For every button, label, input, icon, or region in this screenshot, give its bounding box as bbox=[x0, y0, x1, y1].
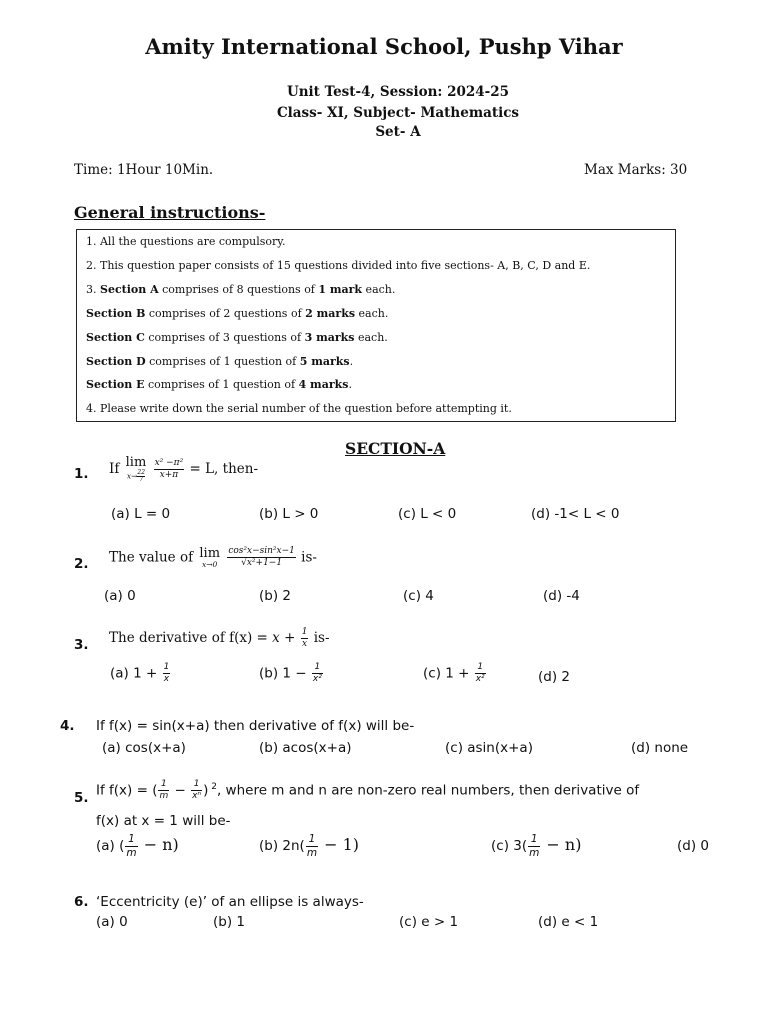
question-number: 4. bbox=[60, 718, 75, 734]
option-a: (a) 1 + $\frac{1}{x}$ bbox=[110, 662, 170, 684]
school-name: Amity International School, Pushp Vihar bbox=[145, 34, 623, 59]
option-a: (a) 0 bbox=[96, 914, 128, 930]
option-c: (c) 4 bbox=[403, 588, 434, 604]
option-b: (b) 1 bbox=[213, 914, 245, 930]
time-label: Time: 1Hour 10Min. bbox=[74, 162, 214, 178]
option-d: (d) e < 1 bbox=[538, 914, 599, 930]
test-title: Unit Test-4, Session: 2024-25 bbox=[286, 84, 510, 100]
option-d: (d) none bbox=[631, 740, 689, 756]
instruction-section-b: Section B comprises of 2 questions of 2 marks each. bbox=[86, 307, 389, 320]
class-subject: Class- XI, Subject- Mathematics bbox=[276, 105, 520, 121]
option-c: (c) 3( $\frac{1}{m}$ − n) bbox=[491, 833, 582, 859]
option-c: (c) 1 + $\frac{1}{\text{x²}}$ bbox=[423, 662, 485, 684]
section-title: SECTION-A bbox=[345, 439, 446, 458]
option-a: (a) ( $\frac{1}{m}$ − n) bbox=[96, 833, 179, 859]
option-a: (a) cos(x+a) bbox=[102, 740, 186, 756]
question-1-text: If lim x→ $\frac{22}{7}$ $\frac{\text{x² −π²}}{x+\pi}$ = L, then- bbox=[109, 455, 259, 483]
option-c: (c) e > 1 bbox=[399, 914, 459, 930]
question-6-text: ‘Eccentricity (e)’ of an ellipse is always- bbox=[96, 894, 364, 910]
instruction-section-c: Section C comprises of 3 questions of 3 marks each. bbox=[86, 331, 388, 344]
instructions-heading: General instructions- bbox=[74, 203, 266, 222]
question-4-text: If f(x) = sin(x+a) then derivative of f(x) will be- bbox=[96, 718, 415, 734]
option-d: (d) -4 bbox=[543, 588, 580, 604]
limit-expression: lim x→ $\frac{22}{7}$ bbox=[125, 455, 147, 483]
question-5-text: If f(x) = ( $\frac{1}{m}$ − $\frac{1}{\text{xⁿ}}$ ) $^2$, where m and n are non-zero real numbers, then derivative of bbox=[96, 779, 640, 801]
option-c: (c) asin(x+a) bbox=[445, 740, 533, 756]
option-a: (a) L = 0 bbox=[111, 506, 171, 522]
instruction-2: 2. This question paper consists of 15 questions divided into five sections- A, B, C, D and E. bbox=[86, 259, 591, 272]
question-3-text: The derivative of f(x) = x + $\frac{1}{x}$ is- bbox=[109, 627, 330, 649]
option-c: (c) L < 0 bbox=[398, 506, 457, 522]
question-number: 2. bbox=[74, 556, 89, 572]
instruction-section-e: Section E comprises of 1 question of 4 marks. bbox=[86, 378, 352, 391]
instructions-box bbox=[76, 229, 676, 422]
question-number: 3. bbox=[74, 637, 89, 653]
option-d: (d) -1< L < 0 bbox=[531, 506, 620, 522]
question-number: 1. bbox=[74, 466, 89, 482]
question-number: 5. bbox=[74, 790, 89, 806]
option-b: (b) 1 − $\frac{1}{\text{x²}}$ bbox=[259, 662, 322, 684]
set-label: Set- A bbox=[375, 124, 421, 140]
option-d: (d) 2 bbox=[538, 669, 570, 685]
option-a: (a) 0 bbox=[104, 588, 136, 604]
option-d: (d) 0 bbox=[677, 838, 709, 854]
instruction-4: 4. Please write down the serial number of the question before attempting it. bbox=[86, 402, 512, 415]
max-marks-label: Max Marks: 30 bbox=[584, 162, 688, 178]
instruction-3: 3. Section A comprises of 8 questions of 1 mark each. bbox=[86, 283, 396, 296]
question-number: 6. bbox=[74, 894, 89, 910]
question-2-text: The value of lim x→0 $\frac{\text{cos²x−sin²x−1}}{\text{√x²+1−1}}$ is- bbox=[109, 546, 317, 569]
instruction-section-d: Section D comprises of 1 question of 5 marks. bbox=[86, 355, 354, 368]
option-b: (b) acos(x+a) bbox=[259, 740, 352, 756]
instruction-1: 1. All the questions are compulsory. bbox=[86, 235, 286, 248]
option-b: (b) 2 bbox=[259, 588, 291, 604]
option-b: (b) 2n( $\frac{1}{m}$ − 1) bbox=[259, 833, 360, 859]
option-b: (b) L > 0 bbox=[259, 506, 319, 522]
limit-expression: lim x→0 bbox=[199, 546, 221, 569]
question-5-text-line2: f(x) at x = 1 will be- bbox=[96, 813, 231, 829]
